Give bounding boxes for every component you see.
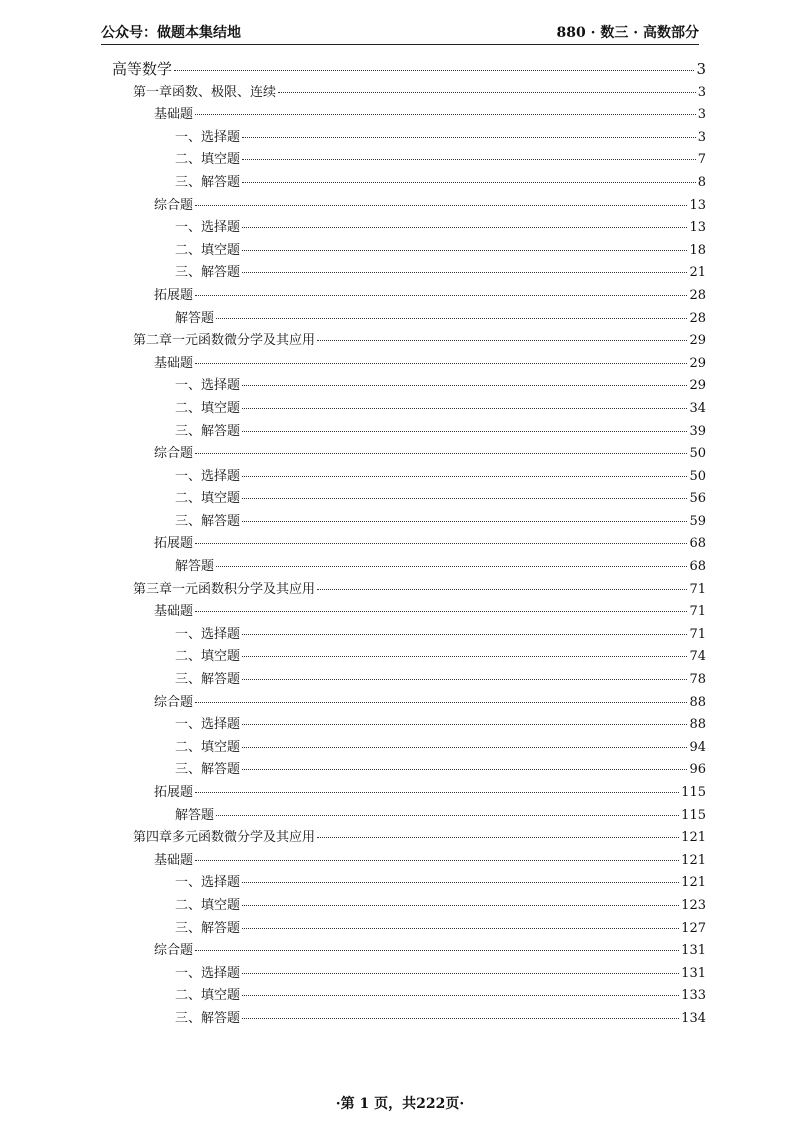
toc-entry[interactable]: [112, 374, 706, 397]
toc-entry[interactable]: [112, 465, 706, 488]
toc-entry-page: 21: [689, 265, 706, 281]
toc-entry[interactable]: [112, 420, 706, 443]
toc-entry-page: 71: [689, 626, 706, 642]
toc-leader-dots: [242, 882, 679, 883]
toc-entry-label: 三、解答题: [175, 920, 241, 936]
toc-entry-label: 基础题: [154, 604, 194, 620]
toc-leader-dots: [317, 340, 687, 341]
toc-entry-label: 三、解答题: [175, 423, 241, 439]
toc-leader-dots: [242, 769, 687, 770]
toc-entry-label: 高等数学: [112, 60, 173, 78]
toc-leader-dots: [242, 747, 687, 748]
toc-leader-dots: [278, 92, 696, 93]
toc-entry-page: 74: [689, 649, 706, 665]
toc-entry-page: 18: [689, 242, 706, 258]
toc-entry-page: 13: [689, 220, 706, 236]
toc-leader-dots: [216, 318, 687, 319]
toc-entry-label: 一、选择题: [175, 965, 241, 981]
toc-entry-page: 131: [681, 943, 706, 959]
toc-entry-page: 59: [689, 513, 706, 529]
toc-entry-label: 综合题: [154, 943, 194, 959]
table-of-contents: [112, 58, 706, 1030]
toc-entry-label: 一、选择题: [175, 468, 241, 484]
toc-entry-label: 拓展题: [154, 287, 194, 303]
toc-entry-page: 88: [689, 694, 706, 710]
toc-entry-label: 拓展题: [154, 536, 194, 552]
toc-entry[interactable]: [112, 81, 706, 104]
toc-entry[interactable]: [112, 849, 706, 872]
toc-entry-label: 二、填空题: [175, 400, 241, 416]
toc-entry[interactable]: [112, 487, 706, 510]
toc-entry-label: 三、解答题: [175, 672, 241, 688]
toc-entry[interactable]: [112, 126, 706, 149]
toc-entry[interactable]: [112, 736, 706, 759]
toc-entry[interactable]: [112, 578, 706, 601]
toc-entry-label: 解答题: [175, 310, 215, 326]
toc-entry[interactable]: [112, 352, 706, 375]
toc-leader-dots: [195, 792, 679, 793]
toc-entry-label: 三、解答题: [175, 265, 241, 281]
toc-entry-label: 解答题: [175, 559, 215, 575]
toc-entry[interactable]: [112, 1007, 706, 1030]
toc-entry[interactable]: [112, 826, 706, 849]
toc-entry[interactable]: [112, 781, 706, 804]
toc-leader-dots: [195, 295, 687, 296]
toc-entry-label: 第四章多元函数微分学及其应用: [133, 830, 316, 846]
toc-leader-dots: [195, 543, 687, 544]
toc-leader-dots: [242, 476, 687, 477]
toc-entry-page: 56: [689, 491, 706, 507]
toc-entry-page: 68: [689, 536, 706, 552]
toc-leader-dots: [242, 905, 679, 906]
toc-entry-page: 121: [681, 830, 706, 846]
toc-leader-dots: [242, 159, 696, 160]
toc-entry-label: 二、填空题: [175, 491, 241, 507]
toc-entry-page: 39: [689, 423, 706, 439]
toc-entry-page: 8: [697, 174, 706, 190]
toc-entry[interactable]: [112, 758, 706, 781]
toc-leader-dots: [195, 950, 679, 951]
toc-entry-page: 71: [689, 581, 706, 597]
toc-leader-dots: [242, 521, 687, 522]
toc-entry[interactable]: [112, 894, 706, 917]
toc-leader-dots: [242, 928, 679, 929]
header-right: 880 · 数三 · 高数部分: [556, 25, 699, 41]
toc-entry[interactable]: [112, 329, 706, 352]
toc-entry-page: 96: [689, 762, 706, 778]
toc-entry-label: 二、填空题: [175, 739, 241, 755]
toc-entry[interactable]: [112, 307, 706, 330]
toc-entry-page: 29: [689, 355, 706, 371]
toc-leader-dots: [242, 973, 679, 974]
toc-entry-label: 二、填空题: [175, 152, 241, 168]
toc-entry-label: 二、填空题: [175, 897, 241, 913]
toc-leader-dots: [317, 837, 679, 838]
toc-entry-page: 121: [681, 875, 706, 891]
toc-entry-page: 94: [689, 739, 706, 755]
toc-leader-dots: [195, 114, 696, 115]
toc-leader-dots: [195, 611, 687, 612]
toc-entry[interactable]: [112, 645, 706, 668]
toc-leader-dots: [317, 589, 687, 590]
toc-entry-label: 综合题: [154, 694, 194, 710]
page-header: [101, 20, 699, 45]
toc-entry-label: 基础题: [154, 355, 194, 371]
toc-entry[interactable]: [112, 623, 706, 646]
toc-entry-page: 78: [689, 672, 706, 688]
toc-entry-page: 3: [696, 60, 706, 78]
toc-entry[interactable]: [112, 103, 706, 126]
toc-entry-label: 第三章一元函数积分学及其应用: [133, 581, 316, 597]
toc-entry-label: 一、选择题: [175, 378, 241, 394]
toc-entry[interactable]: [112, 532, 706, 555]
toc-entry-page: 134: [681, 1010, 706, 1026]
toc-entry[interactable]: [112, 284, 706, 307]
toc-entry-label: 解答题: [175, 807, 215, 823]
toc-entry-label: 基础题: [154, 107, 194, 123]
toc-entry-label: 第一章函数、极限、连续: [133, 84, 277, 100]
toc-entry-page: 28: [689, 310, 706, 326]
toc-leader-dots: [174, 70, 694, 71]
toc-entry-page: 3: [697, 129, 706, 145]
toc-entry[interactable]: [112, 984, 706, 1007]
toc-leader-dots: [195, 860, 679, 861]
toc-leader-dots: [216, 566, 687, 567]
header-left: 公众号：做题本集结地: [101, 25, 241, 41]
toc-leader-dots: [242, 137, 696, 138]
toc-entry-label: 三、解答题: [175, 762, 241, 778]
toc-leader-dots: [242, 385, 687, 386]
toc-entry-label: 一、选择题: [175, 129, 241, 145]
toc-entry-label: 二、填空题: [175, 649, 241, 665]
page-footer: ·第 1 页，共222页·: [335, 1096, 465, 1112]
toc-entry-page: 34: [689, 400, 706, 416]
toc-leader-dots: [242, 498, 687, 499]
toc-entry[interactable]: [112, 397, 706, 420]
toc-leader-dots: [242, 656, 687, 657]
toc-entry[interactable]: [112, 939, 706, 962]
toc-leader-dots: [242, 408, 687, 409]
toc-leader-dots: [216, 815, 679, 816]
toc-entry[interactable]: [112, 216, 706, 239]
toc-entry-label: 三、解答题: [175, 174, 241, 190]
toc-entry-label: 拓展题: [154, 785, 194, 800]
toc-entry-page: 3: [697, 107, 706, 123]
toc-entry-label: 基础题: [154, 852, 194, 868]
toc-entry-page: 29: [689, 333, 706, 349]
toc-entry-page: 127: [681, 920, 706, 936]
toc-entry-label: 一、选择题: [175, 626, 241, 642]
toc-entry-page: 3: [697, 84, 706, 100]
toc-entry-page: 68: [689, 559, 706, 575]
toc-leader-dots: [242, 724, 687, 725]
toc-entry-label: 一、选择题: [175, 220, 241, 236]
toc-entry[interactable]: [112, 148, 706, 171]
toc-entry-page: 121: [681, 852, 706, 868]
toc-leader-dots: [242, 634, 687, 635]
toc-entry-page: 50: [689, 446, 706, 462]
toc-entry-page: 115: [681, 785, 706, 800]
toc-leader-dots: [195, 453, 687, 454]
toc-leader-dots: [242, 182, 696, 183]
toc-entry-page: 50: [689, 468, 706, 484]
toc-entry[interactable]: [112, 917, 706, 940]
toc-leader-dots: [195, 205, 687, 206]
toc-leader-dots: [242, 995, 679, 996]
toc-entry[interactable]: [112, 171, 706, 194]
toc-entry-page: 28: [689, 287, 706, 303]
toc-entry-page: 71: [689, 604, 706, 620]
toc-entry-page: 88: [689, 717, 706, 733]
toc-entry-label: 一、选择题: [175, 875, 241, 891]
toc-leader-dots: [195, 363, 687, 364]
toc-entry[interactable]: [112, 691, 706, 714]
toc-entry-label: 第二章一元函数微分学及其应用: [133, 333, 316, 349]
toc-entry[interactable]: [112, 962, 706, 985]
toc-leader-dots: [242, 250, 687, 251]
toc-leader-dots: [242, 431, 687, 432]
toc-entry[interactable]: [112, 58, 706, 81]
toc-entry-label: 一、选择题: [175, 717, 241, 733]
toc-entry[interactable]: [112, 804, 706, 827]
toc-entry-page: 115: [681, 807, 706, 823]
toc-entry-page: 131: [681, 965, 706, 981]
toc-entry[interactable]: [112, 239, 706, 262]
toc-entry-label: 综合题: [154, 446, 194, 462]
toc-entry[interactable]: [112, 261, 706, 284]
toc-entry-label: 三、解答题: [175, 1010, 241, 1026]
toc-entry[interactable]: [112, 713, 706, 736]
toc-leader-dots: [242, 272, 687, 273]
toc-entry-page: 7: [697, 152, 706, 168]
toc-entry-page: 13: [689, 197, 706, 213]
toc-entry-label: 综合题: [154, 197, 194, 213]
toc-entry-label: 二、填空题: [175, 242, 241, 258]
toc-entry-label: 三、解答题: [175, 513, 241, 529]
toc-leader-dots: [242, 1018, 679, 1019]
toc-entry[interactable]: [112, 600, 706, 623]
toc-entry-page: 29: [689, 378, 706, 394]
toc-entry[interactable]: [112, 510, 706, 533]
toc-entry[interactable]: [112, 194, 706, 217]
toc-entry[interactable]: [112, 442, 706, 465]
toc-entry[interactable]: [112, 555, 706, 578]
toc-leader-dots: [242, 679, 687, 680]
toc-entry-page: 123: [681, 897, 706, 913]
toc-entry[interactable]: [112, 871, 706, 894]
toc-leader-dots: [242, 227, 687, 228]
toc-entry-page: 133: [681, 988, 706, 1004]
toc-entry[interactable]: [112, 668, 706, 691]
toc-entry-label: 二、填空题: [175, 988, 241, 1004]
toc-leader-dots: [195, 702, 687, 703]
